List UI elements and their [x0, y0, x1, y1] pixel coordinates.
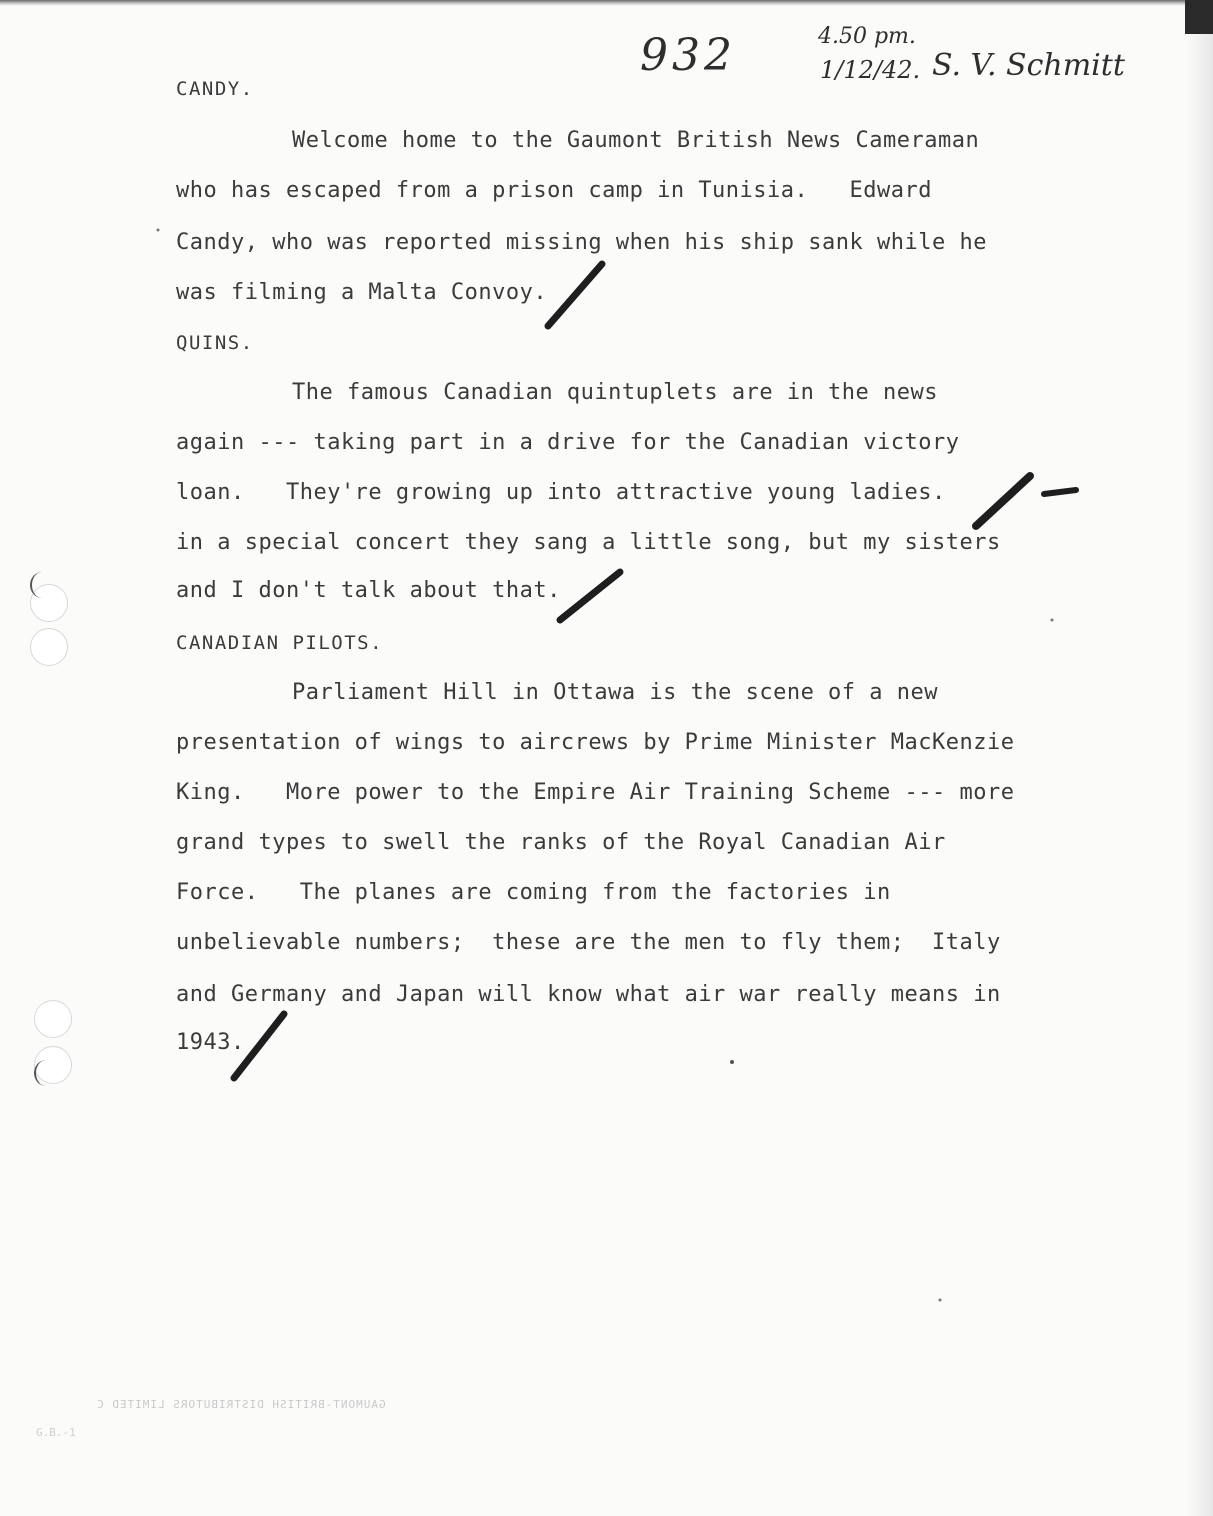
heading-canadian-pilots: CANADIAN PILOTS.	[176, 632, 384, 654]
footer-code: G.B.-1	[36, 1426, 76, 1439]
pilots-line-1: Parliament Hill in Ottawa is the scene of a new	[292, 680, 939, 705]
punch-hole-shadow-2	[34, 1060, 58, 1086]
ink-speck-1	[730, 1060, 734, 1064]
scan-right-edge	[1187, 0, 1213, 1516]
handwritten-initials: S. V. Schmitt	[932, 48, 1125, 83]
scan-top-edge	[0, 0, 1213, 6]
quins-line-4: in a special concert they sang a little song, but my sisters	[176, 530, 1001, 555]
punch-hole-2	[30, 628, 68, 666]
handwritten-date: 1/12/42.	[820, 56, 921, 84]
punch-hole-shadow-1	[30, 572, 54, 598]
candy-line-1: Welcome home to the Gaumont British News Cameraman	[292, 128, 980, 153]
pilots-line-6: unbelievable numbers; these are the men to fly them; Italy	[176, 930, 1001, 955]
punch-hole-3	[34, 1000, 72, 1038]
handwritten-time: 4.50 pm.	[818, 24, 916, 49]
pilots-line-5: Force. The planes are coming from the factories in	[176, 880, 891, 905]
pen-slash-convoy	[548, 264, 602, 326]
heading-candy: CANDY.	[176, 78, 254, 100]
ink-speck-3	[1051, 619, 1054, 622]
pen-strike-ladies	[1044, 490, 1076, 494]
pilots-line-7: and Germany and Japan will know what air war really means in	[176, 982, 1001, 1007]
quins-line-3: loan. They're growing up into attractive young ladies.	[176, 480, 946, 505]
ink-speck-2	[939, 1299, 942, 1302]
heading-quins: QUINS.	[176, 332, 254, 354]
ink-speck-4	[157, 229, 160, 232]
candy-line-3: Candy, who was reported missing when his ship sank while he	[176, 230, 987, 255]
scan-corner-shadow	[1185, 0, 1213, 34]
pen-slash-that	[560, 572, 620, 620]
quins-line-5: and I don't talk about that.	[176, 578, 561, 603]
pilots-line-3: King. More power to the Empire Air Training Scheme --- more	[176, 780, 1015, 805]
pilots-line-4: grand types to swell the ranks of the Royal Canadian Air	[176, 830, 946, 855]
handwritten-number: 932	[640, 30, 736, 81]
pilots-line-8: 1943.	[176, 1030, 245, 1055]
pen-slash-ladies	[976, 476, 1030, 526]
pilots-line-2: presentation of wings to aircrews by Prime Minister MacKenzie	[176, 730, 1015, 755]
quins-line-1: The famous Canadian quintuplets are in the news	[292, 380, 939, 405]
quins-line-2: again --- taking part in a drive for the Canadian victory	[176, 430, 960, 455]
candy-line-2: who has escaped from a prison camp in Tunisia. Edward	[176, 178, 932, 203]
footer-stamp: GAUMONT-BRITISH DISTRIBUTORS LIMITED C	[96, 1398, 386, 1411]
candy-line-4: was filming a Malta Convoy.	[176, 280, 548, 305]
